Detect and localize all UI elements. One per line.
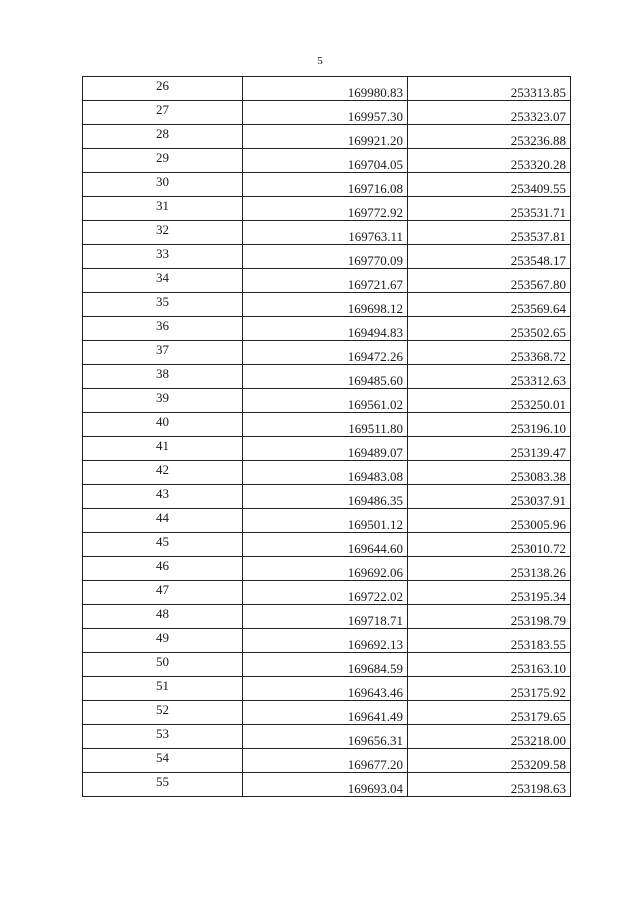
table-row: [83, 461, 571, 485]
table-row: [83, 413, 571, 437]
y-coordinate-cell: 253139.47: [408, 437, 571, 461]
y-coordinate-cell: 253037.91: [408, 485, 571, 509]
y-coordinate-cell: 253198.79: [408, 605, 571, 629]
point-number-cell: 29: [83, 149, 243, 173]
table-row: [83, 677, 571, 701]
x-coordinate-cell: 169721.67: [243, 269, 408, 293]
y-coordinate-cell: 253195.34: [408, 581, 571, 605]
point-number-cell: 52: [83, 701, 243, 725]
table-row: [83, 725, 571, 749]
y-coordinate-cell: 253567.80: [408, 269, 571, 293]
point-number-cell: 47: [83, 581, 243, 605]
point-number-cell: 26: [83, 77, 243, 101]
y-coordinate-cell: 253312.63: [408, 365, 571, 389]
y-coordinate-cell: 253313.85: [408, 77, 571, 101]
y-coordinate-cell: 253531.71: [408, 197, 571, 221]
y-coordinate-cell: 253250.01: [408, 389, 571, 413]
point-number-cell: 41: [83, 437, 243, 461]
y-coordinate-cell: 253569.64: [408, 293, 571, 317]
table-row: [83, 749, 571, 773]
point-number-cell: 48: [83, 605, 243, 629]
x-coordinate-cell: 169486.35: [243, 485, 408, 509]
table-row: [83, 245, 571, 269]
point-number-cell: 54: [83, 749, 243, 773]
point-number-cell: 27: [83, 101, 243, 125]
y-coordinate-cell: 253010.72: [408, 533, 571, 557]
point-number-cell: 46: [83, 557, 243, 581]
y-coordinate-cell: 253163.10: [408, 653, 571, 677]
point-number-cell: 51: [83, 677, 243, 701]
x-coordinate-cell: 169644.60: [243, 533, 408, 557]
y-coordinate-cell: 253183.55: [408, 629, 571, 653]
point-number-cell: 31: [83, 197, 243, 221]
point-number-cell: 43: [83, 485, 243, 509]
table-row: [83, 269, 571, 293]
y-coordinate-cell: 253005.96: [408, 509, 571, 533]
x-coordinate-cell: 169722.02: [243, 581, 408, 605]
point-number-cell: 37: [83, 341, 243, 365]
y-coordinate-cell: 253368.72: [408, 341, 571, 365]
table-row: [83, 629, 571, 653]
point-number-cell: 45: [83, 533, 243, 557]
x-coordinate-cell: 169716.08: [243, 173, 408, 197]
x-coordinate-cell: 169485.60: [243, 365, 408, 389]
y-coordinate-cell: 253209.58: [408, 749, 571, 773]
point-number-cell: 35: [83, 293, 243, 317]
y-coordinate-cell: 253537.81: [408, 221, 571, 245]
point-number-cell: 50: [83, 653, 243, 677]
table-row: [83, 221, 571, 245]
x-coordinate-cell: 169770.09: [243, 245, 408, 269]
table-row: [83, 605, 571, 629]
table-row: [83, 341, 571, 365]
x-coordinate-cell: 169511.80: [243, 413, 408, 437]
table-row: [83, 581, 571, 605]
point-number-cell: 32: [83, 221, 243, 245]
y-coordinate-cell: 253218.00: [408, 725, 571, 749]
y-coordinate-cell: 253323.07: [408, 101, 571, 125]
y-coordinate-cell: 253236.88: [408, 125, 571, 149]
point-number-cell: 28: [83, 125, 243, 149]
x-coordinate-cell: 169921.20: [243, 125, 408, 149]
x-coordinate-cell: 169692.13: [243, 629, 408, 653]
x-coordinate-cell: 169704.05: [243, 149, 408, 173]
table-row: [83, 293, 571, 317]
x-coordinate-cell: 169489.07: [243, 437, 408, 461]
x-coordinate-cell: 169472.26: [243, 341, 408, 365]
table-row: [83, 101, 571, 125]
x-coordinate-cell: 169677.20: [243, 749, 408, 773]
table-row: [83, 77, 571, 101]
x-coordinate-cell: 169763.11: [243, 221, 408, 245]
point-number-cell: 36: [83, 317, 243, 341]
table-row: [83, 437, 571, 461]
x-coordinate-cell: 169501.12: [243, 509, 408, 533]
table-row: [83, 533, 571, 557]
table-row: [83, 557, 571, 581]
table-row: [83, 653, 571, 677]
point-number-cell: 53: [83, 725, 243, 749]
point-number-cell: 44: [83, 509, 243, 533]
table-row: [83, 365, 571, 389]
point-number-cell: 40: [83, 413, 243, 437]
x-coordinate-cell: 169692.06: [243, 557, 408, 581]
point-number-cell: 33: [83, 245, 243, 269]
x-coordinate-cell: 169772.92: [243, 197, 408, 221]
point-number-cell: 49: [83, 629, 243, 653]
y-coordinate-cell: 253409.55: [408, 173, 571, 197]
y-coordinate-cell: 253320.28: [408, 149, 571, 173]
y-coordinate-cell: 253196.10: [408, 413, 571, 437]
coordinates-table: [82, 76, 571, 797]
x-coordinate-cell: 169698.12: [243, 293, 408, 317]
y-coordinate-cell: 253179.65: [408, 701, 571, 725]
x-coordinate-cell: 169483.08: [243, 461, 408, 485]
table-row: [83, 701, 571, 725]
point-number-cell: 34: [83, 269, 243, 293]
y-coordinate-cell: 253138.26: [408, 557, 571, 581]
y-coordinate-cell: 253548.17: [408, 245, 571, 269]
x-coordinate-cell: 169693.04: [243, 773, 408, 797]
table-row: [83, 149, 571, 173]
x-coordinate-cell: 169718.71: [243, 605, 408, 629]
table-row: [83, 485, 571, 509]
x-coordinate-cell: 169957.30: [243, 101, 408, 125]
y-coordinate-cell: 253198.63: [408, 773, 571, 797]
y-coordinate-cell: 253502.65: [408, 317, 571, 341]
point-number-cell: 55: [83, 773, 243, 797]
x-coordinate-cell: 169980.83: [243, 77, 408, 101]
x-coordinate-cell: 169494.83: [243, 317, 408, 341]
point-number-cell: 38: [83, 365, 243, 389]
table-row: [83, 197, 571, 221]
y-coordinate-cell: 253083.38: [408, 461, 571, 485]
table-row: [83, 173, 571, 197]
x-coordinate-cell: 169643.46: [243, 677, 408, 701]
point-number-cell: 39: [83, 389, 243, 413]
x-coordinate-cell: 169561.02: [243, 389, 408, 413]
x-coordinate-cell: 169684.59: [243, 653, 408, 677]
table-row: [83, 317, 571, 341]
table-row: [83, 509, 571, 533]
point-number-cell: 42: [83, 461, 243, 485]
table-row: [83, 773, 571, 797]
y-coordinate-cell: 253175.92: [408, 677, 571, 701]
x-coordinate-cell: 169656.31: [243, 725, 408, 749]
table-row: [83, 389, 571, 413]
coordinates-table-body: [83, 77, 571, 797]
x-coordinate-cell: 169641.49: [243, 701, 408, 725]
page-number: 5: [317, 55, 323, 67]
table-row: [83, 125, 571, 149]
point-number-cell: 30: [83, 173, 243, 197]
